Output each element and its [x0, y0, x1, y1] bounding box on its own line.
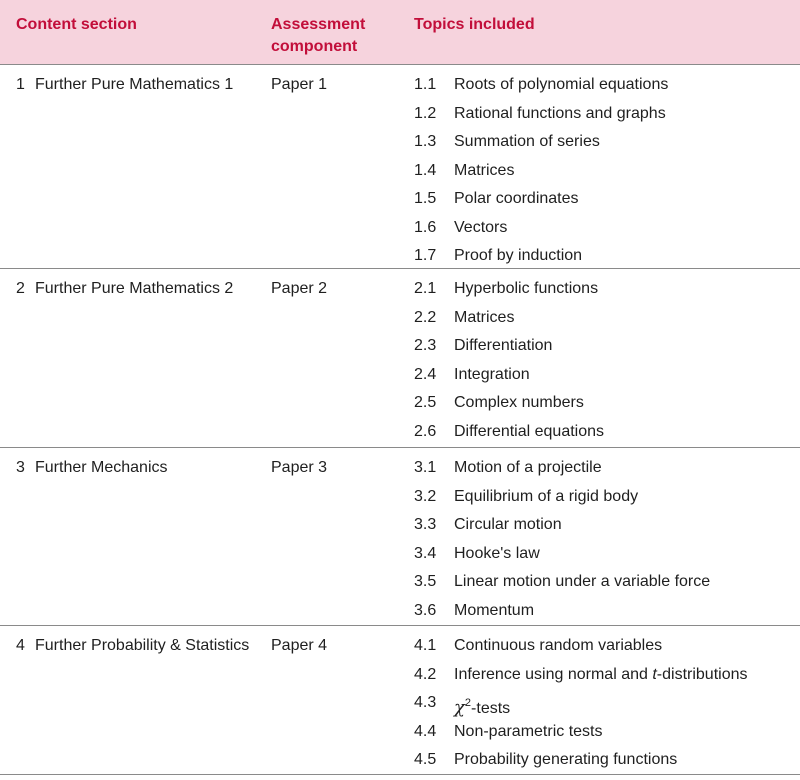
- chi-symbol: χ: [454, 697, 465, 718]
- topic-item: [414, 418, 794, 447]
- assessment-paper: Paper 4: [271, 637, 328, 654]
- topic-number: 3.6: [414, 601, 437, 619]
- topic-label: Hyperbolic functions: [454, 280, 599, 297]
- section-title: Further Pure Mathematics 1: [35, 76, 234, 93]
- topic-item: [414, 568, 794, 597]
- topic-number: 4.1: [414, 637, 437, 654]
- topic-label-italic: t: [652, 665, 657, 683]
- section-row: [0, 269, 800, 448]
- topic-item: [414, 100, 794, 129]
- topic-list: [414, 632, 794, 775]
- topic-number: 4.4: [414, 722, 437, 740]
- table-header: [0, 0, 800, 65]
- header-assessment-component: Assessment component: [271, 16, 366, 55]
- topic-label: Complex numbers: [454, 394, 584, 411]
- topic-item: [414, 746, 794, 775]
- section-number: 4: [16, 637, 25, 654]
- topic-number: 1.5: [414, 190, 437, 207]
- topic-number: 2.5: [414, 394, 437, 411]
- topic-item: [414, 332, 794, 361]
- topic-label: Vectors: [454, 218, 508, 236]
- topic-label-text: Inference using normal and: [454, 665, 653, 683]
- topic-number: 2.6: [414, 422, 437, 440]
- topic-label: Motion of a projectile: [454, 459, 602, 476]
- topic-item: [414, 540, 794, 569]
- topic-item: [414, 304, 794, 333]
- topic-list: [414, 275, 794, 446]
- topic-list: [414, 71, 794, 271]
- section-title: Further Probability & Statistics: [35, 637, 250, 654]
- topic-label: Roots of polynomial equations: [454, 76, 669, 93]
- topic-item: [414, 689, 794, 718]
- topic-item: [414, 214, 794, 243]
- topic-number: 3.2: [414, 487, 437, 505]
- topic-number: 1.7: [414, 247, 437, 264]
- topic-label: Circular motion: [454, 516, 562, 533]
- topic-label: Hooke's law: [454, 544, 540, 562]
- assessment-paper: Paper 2: [271, 280, 328, 297]
- section-number: 3: [16, 459, 25, 476]
- topic-number: 2.3: [414, 337, 437, 354]
- topic-label: Equilibrium of a rigid body: [454, 487, 639, 505]
- topic-label: Proof by induction: [454, 247, 583, 264]
- topic-item: [414, 483, 794, 512]
- topic-label-suffix: -distributions: [656, 665, 748, 683]
- topic-list: [414, 454, 794, 625]
- topic-item: [414, 157, 794, 186]
- topic-number: 1.4: [414, 161, 437, 179]
- topic-item: [414, 661, 794, 690]
- topic-item: [414, 632, 794, 661]
- topic-number: 4.2: [414, 665, 437, 683]
- section-number: 1: [16, 76, 25, 93]
- topic-number: 1.3: [414, 133, 437, 150]
- topic-number: 1.6: [414, 218, 437, 236]
- section-row: [0, 626, 800, 775]
- topic-number: 1.2: [414, 104, 437, 122]
- header-content-section: Content section: [16, 16, 137, 33]
- topic-number: 4.3: [414, 694, 437, 711]
- topic-item: [414, 454, 794, 483]
- topic-label: Non-parametric tests: [454, 722, 603, 740]
- section-row: [0, 65, 800, 269]
- topic-label: Differential equations: [454, 422, 605, 440]
- topic-item: [414, 389, 794, 418]
- topic-item: [414, 185, 794, 214]
- topic-label-suffix: -tests: [471, 700, 511, 717]
- section-title: Further Pure Mathematics 2: [35, 280, 234, 297]
- topic-label: Polar coordinates: [454, 190, 579, 207]
- topic-number: 4.5: [414, 751, 437, 768]
- topic-number: 3.5: [414, 573, 437, 590]
- topic-label: Matrices: [454, 161, 515, 179]
- topic-label: Momentum: [454, 601, 535, 619]
- topic-item: [414, 242, 794, 271]
- superscript: 2: [464, 697, 472, 709]
- topic-label: Rational functions and graphs: [454, 104, 666, 122]
- topic-label: Differentiation: [454, 337, 553, 354]
- assessment-paper: Paper 3: [271, 459, 328, 476]
- topic-number: 2.2: [414, 308, 437, 326]
- section-title: Further Mechanics: [35, 459, 168, 476]
- section-row: [0, 448, 800, 626]
- topic-label: Probability generating functions: [454, 751, 678, 768]
- topic-item: [414, 71, 794, 100]
- topic-label: [454, 661, 748, 689]
- topic-label: Integration: [454, 365, 530, 383]
- topic-item: [414, 511, 794, 540]
- topic-number: 2.1: [414, 280, 437, 297]
- topic-number: 1.1: [414, 76, 437, 93]
- topic-item: [414, 361, 794, 390]
- section-number: 2: [16, 280, 25, 297]
- topic-number: 3.1: [414, 459, 437, 476]
- topic-item: [414, 275, 794, 304]
- topic-number: 3.4: [414, 544, 437, 562]
- topic-label: Continuous random variables: [454, 637, 663, 654]
- topic-item: [414, 597, 794, 626]
- topic-label: Linear motion under a variable force: [454, 573, 711, 590]
- topic-item: [414, 128, 794, 157]
- topic-number: 2.4: [414, 365, 437, 383]
- topic-label: Matrices: [454, 308, 515, 326]
- topic-item: [414, 718, 794, 747]
- header-topics-included: Topics included: [414, 16, 535, 33]
- assessment-paper: Paper 1: [271, 76, 328, 93]
- topic-label: Summation of series: [454, 133, 600, 150]
- topic-number: 3.3: [414, 516, 437, 533]
